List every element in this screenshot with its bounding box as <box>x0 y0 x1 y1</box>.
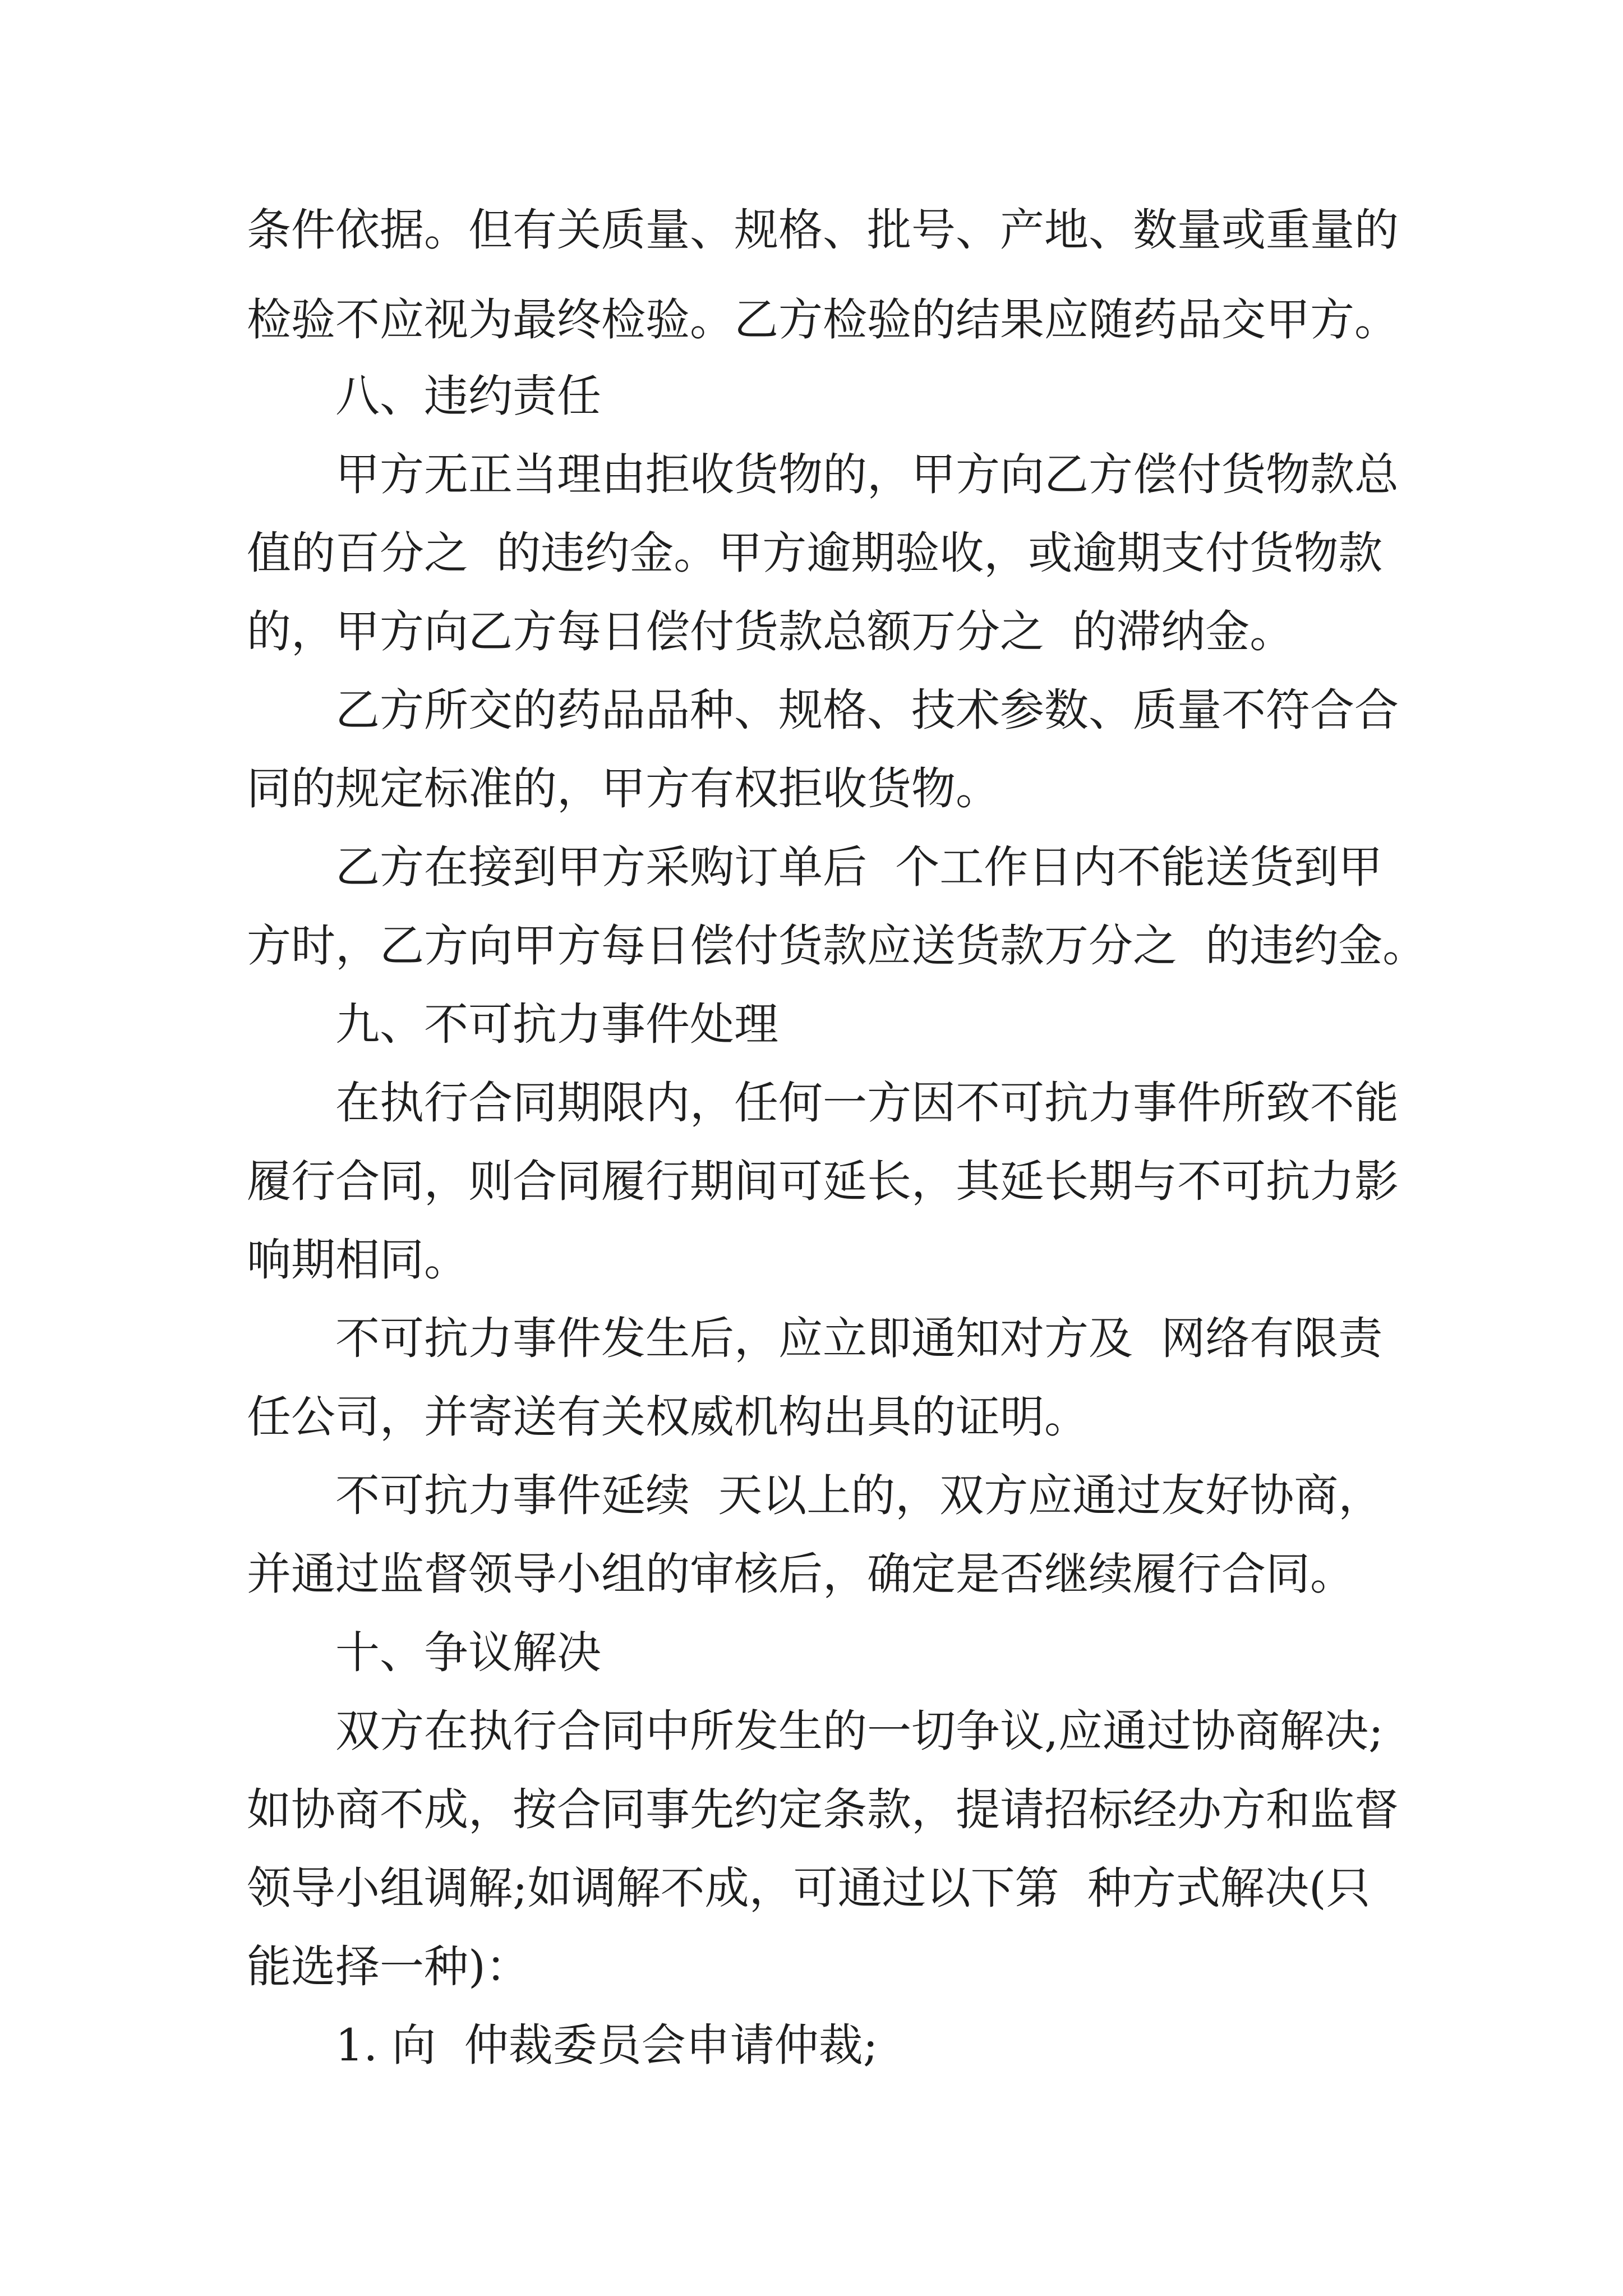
body-line: 不可抗力事件延续 天以上的，双方应通过友好协商， <box>335 1470 1383 1521</box>
body-line: 履行合同，则合同履行期间可延长，其延长期与不可抗力影 <box>247 1156 1399 1207</box>
body-line: 同的规定标准的，甲方有权拒收货物。 <box>247 763 1000 815</box>
body-line: 乙方在接到甲方采购订单后 个工作日内不能送货到甲 <box>335 841 1383 893</box>
body-line: 响期相同。 <box>247 1234 468 1286</box>
body-line: 领导小组调解;如调解不成，可通过以下第 种方式解决(只 <box>247 1862 1371 1914</box>
body-line: 值的百分之 的违约金。甲方逾期验收，或逾期支付货物款 <box>247 527 1383 579</box>
body-line: 方时，乙方向甲方每日偿付货款应送货款万分之 的违约金。 <box>247 920 1427 972</box>
body-line: 在执行合同期限内，任何一方因不可抗力事件所致不能 <box>335 1077 1399 1129</box>
body-line: 检验不应视为最终检验。乙方检验的结果应随药品交甲方。 <box>247 294 1399 346</box>
body-line: 甲方无正当理由拒收货物的，甲方向乙方偿付货物款总 <box>335 449 1399 500</box>
body-line: 的，甲方向乙方每日偿付货款总额万分之 的滞纳金。 <box>247 606 1294 657</box>
section-heading-dispute-resolution: 十、争议解决 <box>335 1627 601 1678</box>
body-line: 任公司，并寄送有关权威机构出具的证明。 <box>247 1391 1089 1443</box>
section-heading-breach-liability: 八、违约责任 <box>335 370 601 422</box>
body-line: 乙方所交的药品品种、规格、技术参数、质量不符合合 <box>335 684 1399 736</box>
list-item-arbitration: 1. 向 仲裁委员会申请仲裁; <box>335 2019 878 2071</box>
body-line: 不可抗力事件发生后，应立即通知对方及 网络有限责 <box>335 1313 1383 1364</box>
body-line: 并通过监督领导小组的审核后，确定是否继续履行合同。 <box>247 1548 1354 1600</box>
body-line: 能选择一种)： <box>247 1941 530 1993</box>
body-line: 如协商不成，按合同事先约定条款，提请招标经办方和监督 <box>247 1784 1399 1835</box>
body-line: 条件依据。但有关质量、规格、批号、产地、数量或重量的 <box>247 204 1399 256</box>
body-line: 双方在执行合同中所发生的一切争议,应通过协商解决; <box>335 1705 1384 1757</box>
section-heading-force-majeure: 九、不可抗力事件处理 <box>335 999 778 1050</box>
